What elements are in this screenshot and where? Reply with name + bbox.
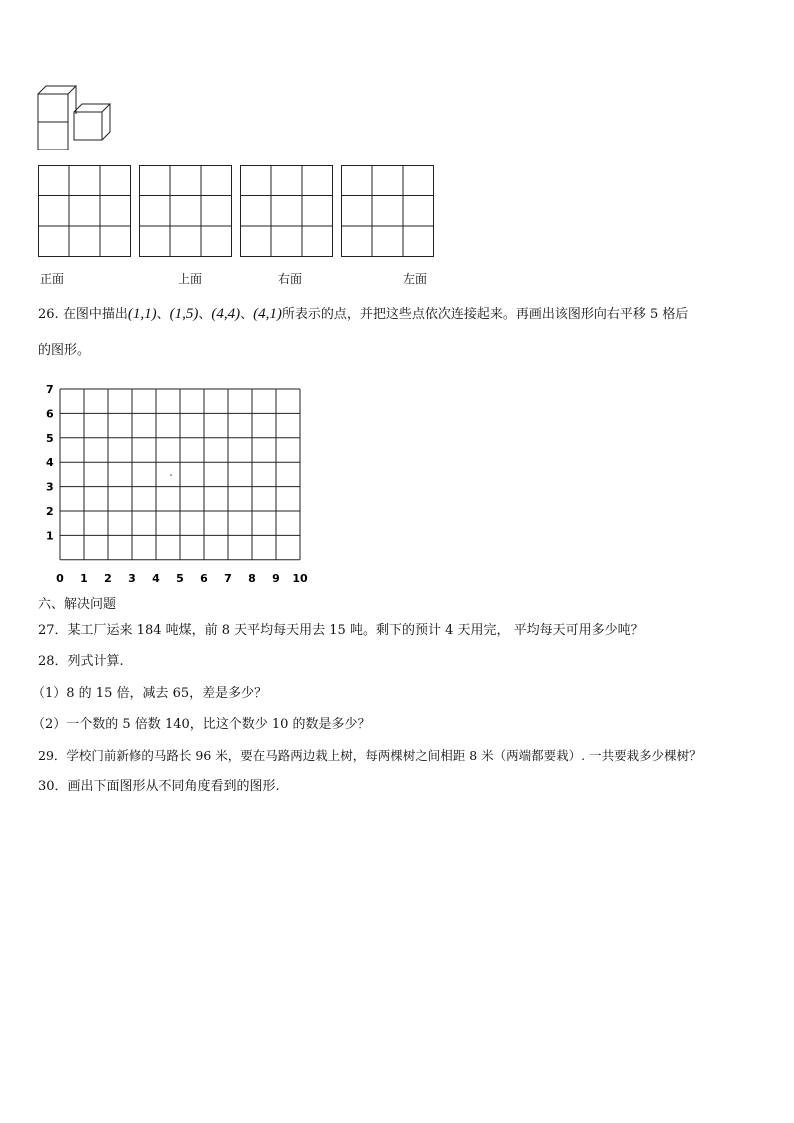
- coordinate-grid[interactable]: [40, 382, 310, 582]
- q26-sep-3: 、: [240, 307, 254, 322]
- y-axis-label: 6: [46, 407, 54, 421]
- label-front: 正面: [40, 272, 65, 286]
- y-axis-label: 7: [46, 383, 54, 396]
- x-axis-label: 1: [80, 571, 88, 582]
- x-axis-label: 4: [152, 571, 160, 582]
- label-top: 上面: [178, 272, 203, 286]
- q26-number: 26.: [38, 307, 59, 322]
- x-axis-label: 5: [176, 571, 184, 582]
- grid-dot: [170, 474, 172, 476]
- x-axis-label: 8: [248, 571, 256, 582]
- q26-point-2: (1,5): [169, 306, 199, 322]
- q28-sub2: （2）一个数的 5 倍数 140，比这个数少 10 的数是多少？: [32, 717, 371, 732]
- x-axis-label: 2: [104, 571, 112, 582]
- x-axis-label: 6: [200, 571, 208, 582]
- section6-title: 六、解决问题: [38, 597, 117, 612]
- y-axis-label: 1: [46, 529, 54, 543]
- label-right: 右面: [278, 272, 303, 286]
- q27-text: 27．某工厂运来 184 吨煤，前 8 天平均每天用去 15 吨。剩下的预计 4 天用完， 平均每天可用多少吨？: [38, 623, 644, 638]
- x-axis-label: 0: [56, 571, 64, 582]
- x-axis-label: 9: [272, 571, 280, 582]
- q26-sep-1: 、: [156, 307, 170, 322]
- q26-point-1: (1,1): [127, 306, 157, 322]
- q26-line1: [38, 305, 688, 324]
- cube-figure: [36, 84, 116, 150]
- q26-point-4: (4,1): [253, 306, 282, 322]
- x-axis-label: 10: [292, 571, 308, 582]
- y-axis-label: 2: [46, 505, 54, 518]
- q26-text-before: 在图中描出: [62, 307, 128, 322]
- q28-text: 28．列式计算.: [38, 654, 124, 669]
- q29-text: 29．学校门前新修的马路长 96 米，要在马路两边栽上树，每两棵树之间相距 8 米（两端都要栽）. 一共要栽多少棵树？: [38, 748, 702, 763]
- q28-sub1: （1）8 的 15 倍，减去 65，差是多少？: [32, 686, 268, 701]
- x-axis-label: 7: [224, 571, 232, 582]
- cube-drawing: [36, 84, 116, 150]
- y-axis-label: 4: [46, 456, 54, 470]
- y-axis-label: 5: [46, 431, 54, 445]
- q30-text: 30．画出下面图形从不同角度看到的图形.: [38, 779, 280, 794]
- x-axis-label: 3: [128, 571, 136, 582]
- coordinate-grid-svg[interactable]: [40, 382, 310, 582]
- q26-line2: 的图形。: [38, 343, 91, 358]
- view-grid-left[interactable]: [341, 165, 434, 257]
- view-grid-top[interactable]: [139, 165, 232, 257]
- y-axis-label: 3: [46, 480, 54, 494]
- view-grid-front[interactable]: [38, 165, 131, 257]
- view-grid-right[interactable]: [240, 165, 333, 257]
- q26-sep-2: 、: [198, 307, 212, 322]
- label-left: 左面: [403, 272, 428, 286]
- q26-point-3: (4,4): [211, 306, 241, 322]
- q26-text-after: 所表示的点，并把这些点依次连接起来。再画出该图形向右平移 5 格后: [281, 307, 689, 322]
